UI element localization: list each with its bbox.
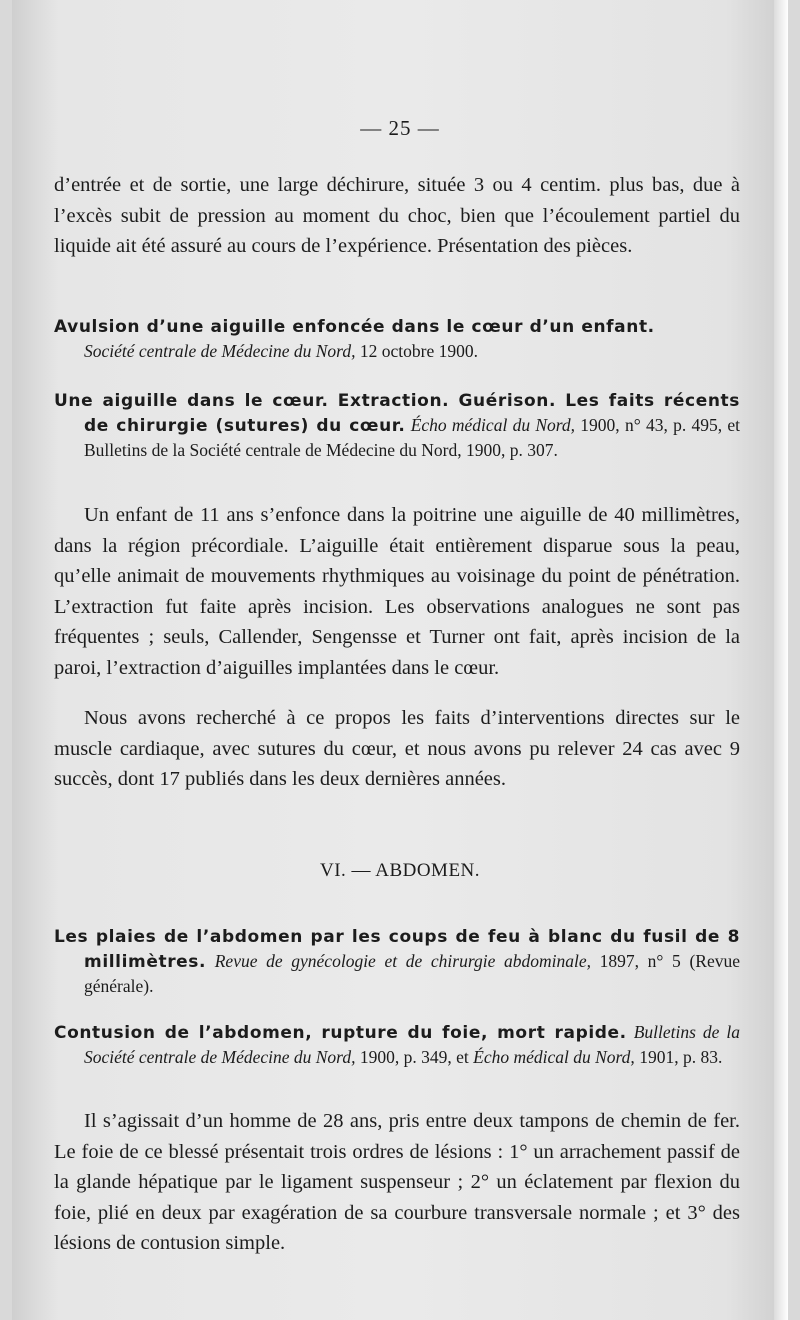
reference-2-title: Une aiguille dans le cœur. Extraction. Guérison. Les faits récents de chirurgie (sutures) du cœur. bbox=[54, 391, 740, 436]
reference-1-title: Avulsion d’une aiguille enfoncée dans le cœur d’un enfant. bbox=[54, 317, 655, 337]
page-edge bbox=[774, 0, 788, 1320]
section-heading: VI. — ABDOMEN. bbox=[319, 860, 481, 881]
reference-1-date: 12 octobre 1900. bbox=[355, 341, 478, 361]
reference-2 bbox=[54, 388, 740, 462]
reference-2-details: 1900, n° 43, p. 495, et Bulletins de la Société centrale de Médecine du Nord, 1900, p. 307. bbox=[84, 415, 740, 460]
reference-4-middle: 1900, p. 349, et bbox=[355, 1047, 474, 1067]
paragraph-3 bbox=[54, 703, 740, 795]
reference-3-title: Les plaies de l’abdomen par les coups de feu à blanc du fusil de 8 millimètres. bbox=[54, 927, 740, 972]
reference-4-journal: Bulletins de la Société centrale de Médecine du Nord, bbox=[84, 1022, 740, 1067]
paragraph-1 bbox=[54, 170, 740, 262]
reference-1-journal: Société centrale de Médecine du Nord, bbox=[84, 341, 356, 361]
paragraph-2 bbox=[54, 500, 740, 683]
paragraph-4-text: Il s’agissait d’un homme de 28 ans, pris entre deux tampons de chemin de fer. Le foie de ce blessé présentait trois ordres de lésions : 1° un arrachement passif de la glande hépatique par le ligament suspenseur ; 2° un éclatement par flexion du foie, plié en deux par exagération de sa courbure transversale normale ; et 3° des lésions de contusion simple. bbox=[54, 1110, 740, 1254]
reference-4-details: 1901, p. 83. bbox=[634, 1047, 723, 1067]
paragraph-2-text: Un enfant de 11 ans s’enfonce dans la poitrine une aiguille de 40 millimètres, dans la région précordiale. L’aiguille était entièrement disparue sous la peau, qu’elle animait de mouvements rhythmiques au voisinage du point de pénétration. L’extraction fut faite après incision. Les observations analogues ne sont pas fréquentes ; seuls, Callender, Sengensse et Turner ont fait, après incision de la paroi, l’extraction d’aiguilles implantées dans le cœur. bbox=[54, 504, 740, 679]
reference-4 bbox=[54, 1020, 740, 1069]
reference-3-details: 1897, n° 5 (Revue générale). bbox=[84, 951, 740, 996]
reference-3-journal: Revue de gynécologie et de chirurgie abdominale, bbox=[214, 951, 592, 971]
reference-4-journal-2: Écho médical du Nord, bbox=[473, 1047, 635, 1067]
reference-3 bbox=[54, 924, 740, 998]
reference-2-journal: Écho médical du Nord, bbox=[410, 415, 576, 435]
paragraph-4 bbox=[54, 1106, 740, 1259]
reference-1 bbox=[54, 314, 740, 363]
page-number: — 25 — bbox=[360, 116, 440, 140]
reference-4-title: Contusion de l’abdomen, rupture du foie, mort rapide. bbox=[54, 1023, 627, 1043]
paragraph-3-text: Nous avons recherché à ce propos les faits d’interventions directes sur le muscle cardiaque, avec sutures du cœur, et nous avons pu relever 24 cas avec 9 succès, dont 17 publiés dans les deux dernières années. bbox=[54, 707, 740, 790]
paragraph-1-text: d’entrée et de sortie, une large déchirure, située 3 ou 4 centim. plus bas, due à l’excès subit de pression au moment du choc, bien que l’écoulement partiel du liquide ait été assuré au cours de l’expérience. Présentation des pièces. bbox=[54, 174, 740, 257]
book-page bbox=[12, 0, 788, 1320]
